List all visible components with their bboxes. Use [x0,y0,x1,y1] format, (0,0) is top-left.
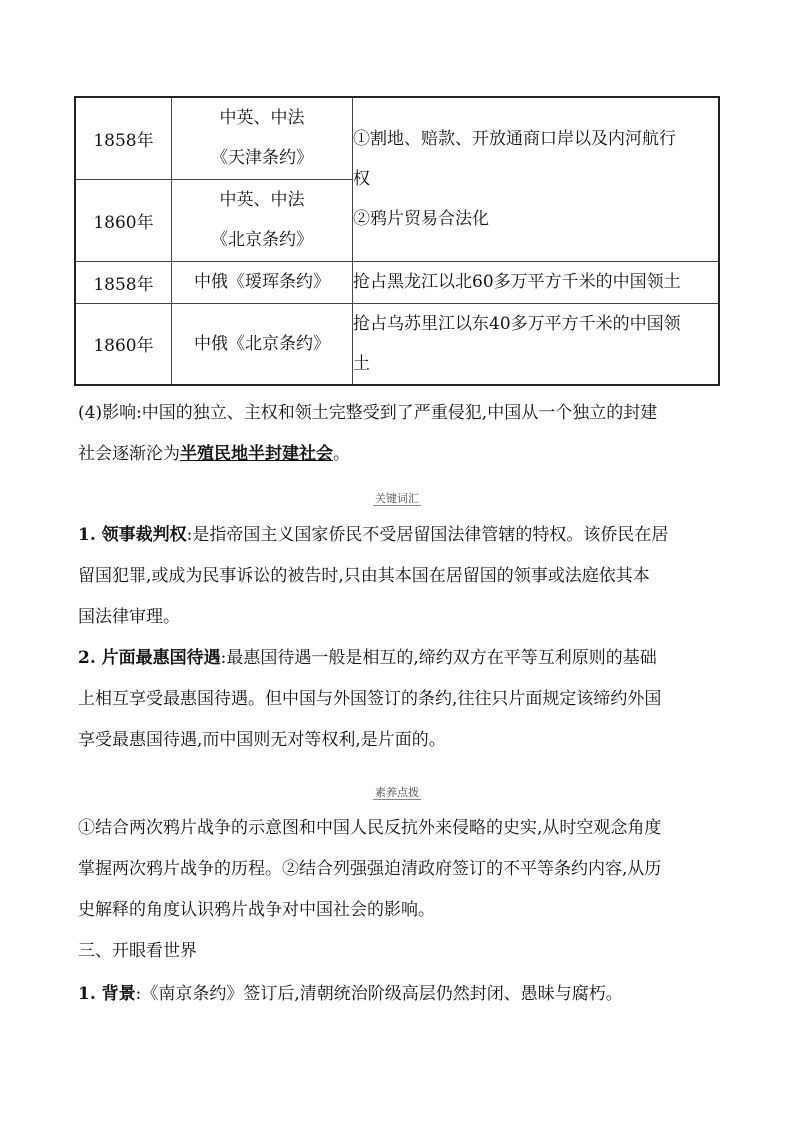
literacy-line: 掌握两次鸦片战争的历程。②结合列强强迫清政府签订的不平等条约内容,从历 [78,859,662,879]
content-cell: 抢占黑龙江以北60多万平方千米的中国领土 [353,261,720,303]
literacy-line: ①结合两次鸦片战争的示意图和中国人民反抗外来侵略的史实,从时空观念角度 [78,818,662,838]
keyword-def: 国法律审理。 [78,607,180,627]
party-text: 中英、中法 [219,190,305,210]
keywords-tag-label: 关键词汇 [375,492,419,505]
impact-line: (4)影响:中国的独立、主权和领土完整受到了严重侵犯,中国从一个独立的封建 [78,403,658,423]
treaty-name: 《北京条约》 [211,230,313,250]
keyword-item-2 [78,638,728,761]
treaty-table [74,96,720,386]
year-cell: 1860年 [75,303,172,385]
content-line: ②鸦片贸易合法化 [353,209,489,230]
section-heading [78,931,728,972]
keywords-tag [0,490,794,506]
keyword-term: 1. 领事裁判权 [78,525,187,545]
party-text: 中英、中法 [219,108,305,129]
keyword-def: :是指帝国主义国家侨民不受居留国法律管辖的特权。该侨民在居 [186,525,669,545]
party-treaty-cell: 中俄《北京条约》 [172,303,353,385]
party-treaty-cell [172,179,353,261]
year-cell: 1858年 [75,97,172,179]
year-cell: 1860年 [75,179,172,261]
keyword-def: :最惠国待遇一般是相互的,缔约双方在平等互利原则的基础 [220,648,657,668]
keyword-def: 留国犯罪,或成为民事诉讼的被告时,只由其本国在居留国的领事或法庭依其本 [78,566,650,586]
background-term: 1. 背景 [78,984,136,1004]
party-treaty-cell [172,97,353,179]
content-line: 土 [353,353,370,374]
keyword-def: 上相互享受最惠国待遇。但中国与外国签订的条约,往往只片面规定该缔约外国 [78,689,662,709]
content-line: 权 [353,169,370,190]
table-row [75,303,719,385]
background-item [78,974,728,1015]
literacy-line: 史解释的角度认识鸦片战争对中国社会的影响。 [78,900,435,920]
keyword-def: 享受最惠国待遇,而中国则无对等权利,是片面的。 [78,730,446,750]
party-treaty-cell: 中俄《瑷珲条约》 [172,261,353,303]
year-cell: 1858年 [75,261,172,303]
table-row [75,97,719,179]
table-row [75,261,719,303]
keyword-item-1 [78,515,728,638]
keyword-term: 2. 片面最惠国待遇 [78,648,221,668]
content-cell [353,303,720,385]
impact-emphasis: 半殖民地半封建社会 [180,444,333,464]
content-line: 抢占乌苏里江以东40多万平方千米的中国领 [353,313,681,334]
content-line: ①割地、赔款、开放通商口岸以及内河航行 [353,129,676,150]
literacy-tag-label: 素养点拨 [375,786,419,799]
impact-line: 。 [333,444,350,464]
impact-line: 社会逐渐沦为 [78,444,180,464]
content-cell [353,97,720,261]
section-heading-text: 三、开眼看世界 [78,941,197,961]
literacy-tag [0,784,794,800]
impact-paragraph [78,393,728,475]
treaty-name: 《天津条约》 [211,148,313,169]
background-text: :《南京条约》签订后,清朝统治阶级高层仍然封闭、愚昧与腐朽。 [135,984,623,1004]
literacy-paragraph [78,808,728,931]
